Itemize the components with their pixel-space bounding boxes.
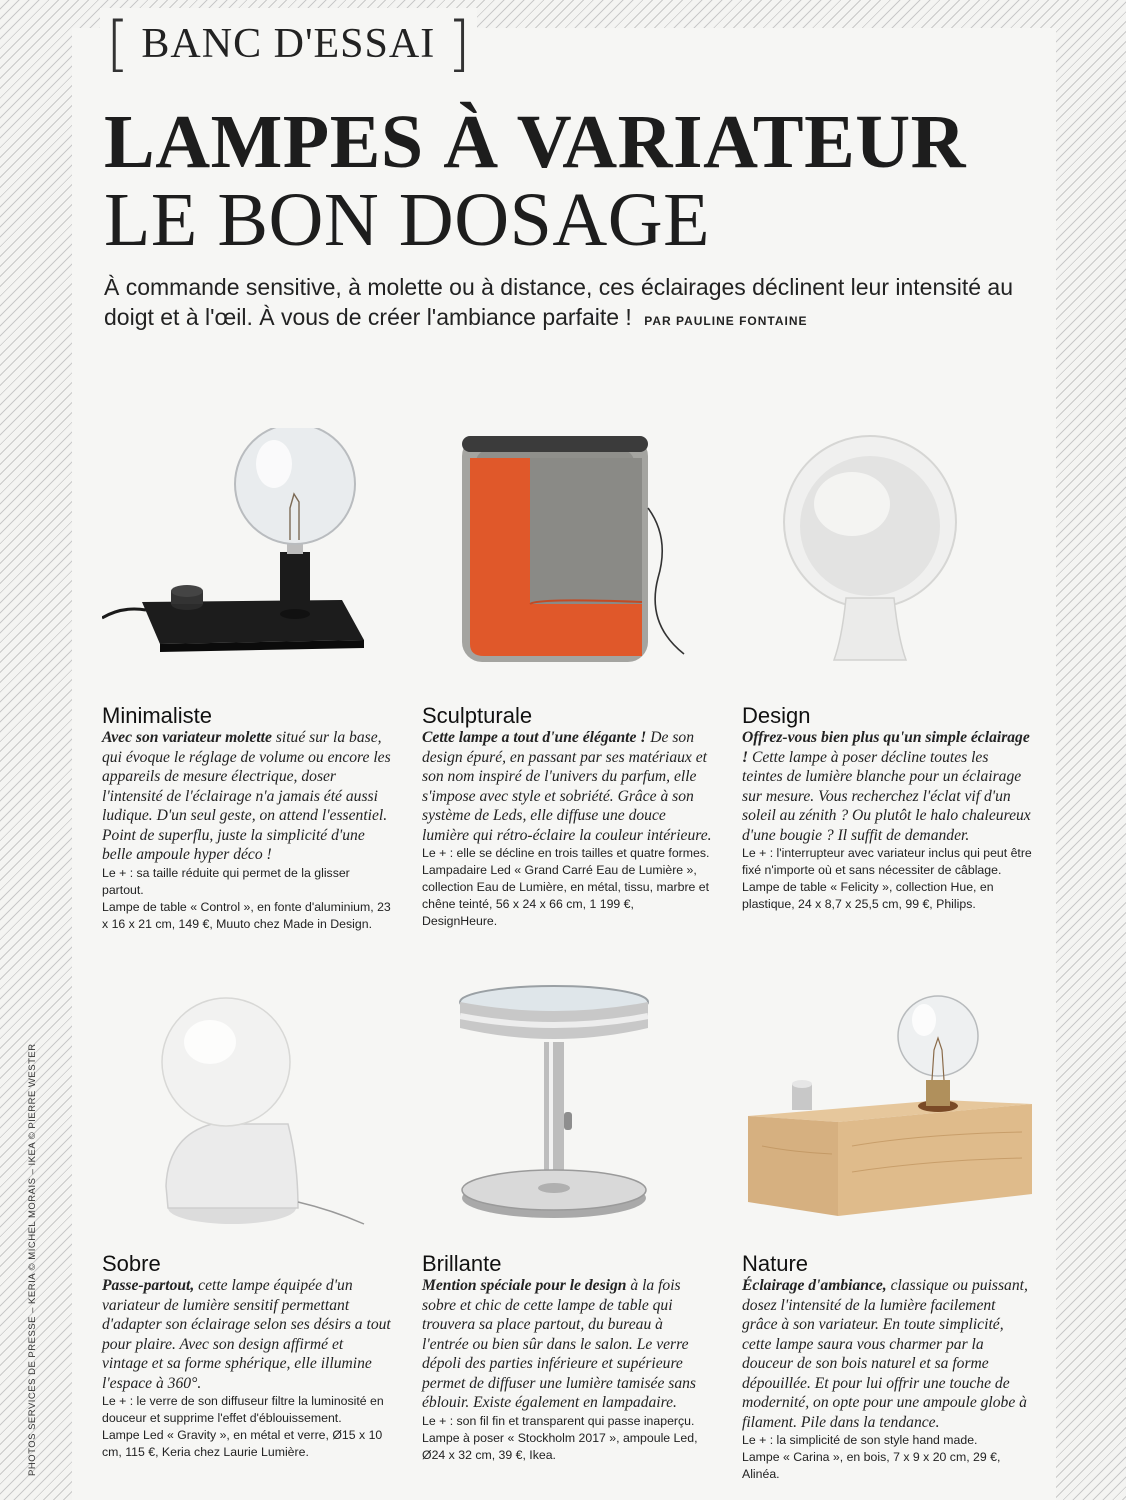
product-body: cette lampe équipée d'un variateur de lumière sensitif permettant d'adapter son éclairage selon ses désirs a tout pour plaire. Avec son design affirmé et vintage et sa forme sphérique, elle illumine l'espace à 360°. [102, 1277, 391, 1392]
product-description [422, 1276, 712, 1413]
product-info: Lampe de table « Control », en fonte d'aluminium, 23 x 16 x 21 cm, 149 €, Muuto chez Made in Design. [102, 899, 391, 931]
headline-line-1: LAMPES À VARIATEUR [104, 100, 967, 184]
product-info: Lampe de table « Felicity », collection Hue, en plastique, 24 x 8,7 x 25,5 cm, 99 €, Philips. [742, 880, 994, 911]
lamp-stockholm-photo [422, 976, 722, 1248]
product-text-sculpturale [422, 704, 712, 930]
product-text-brillante [422, 1252, 712, 1464]
product-plus: Le + : la simplicité de son style hand made. [742, 1433, 978, 1447]
bracket-left: [ [106, 9, 130, 79]
product-lead: Offrez-vous bien plus qu'un simple éclairage ! [742, 729, 1030, 766]
product-title: Design [742, 703, 811, 728]
lamp-gravity-photo [102, 976, 402, 1248]
kicker-text: BANC D'ESSAI [141, 21, 436, 67]
product-text-design [742, 704, 1032, 913]
product-text-nature [742, 1252, 1032, 1483]
byline: PAR PAULINE FONTAINE [644, 314, 808, 328]
product-lead: Passe-partout, [102, 1277, 195, 1294]
product-body: classique ou puissant, dosez l'intensité de la lumière facilement grâce à son variateur. En toute simplicité, cette lampe saura vous charmer par la douceur de son bois naturel et sa forme dépouillée. Et pour lui offrir une touche de modernité, on opte pour une ampoule globe à filament. Pile dans la tendance. [742, 1277, 1028, 1431]
product-description [422, 728, 712, 845]
product-description [102, 1276, 392, 1393]
product-body: De son design épuré, en passant par ses matériaux et son nom inspiré de l'univers du parfum, elle s'impose avec style et sobriété. Grâce à son système de Leds, elle diffuse une douce lumière qui rétro-éclaire la couleur intérieure. [422, 729, 712, 844]
product-info: Lampadaire Led « Grand Carré Eau de Lumière », collection Eau de Lumière, en métal, tissu, marbre et chêne teinté, 56 x 24 x 66 cm, 1 199 €, DesignHeure. [422, 863, 710, 928]
product-info: Lampe « Carina », en bois, 7 x 9 x 20 cm, 29 €, Alinéa. [742, 1450, 1001, 1481]
product-description [102, 728, 392, 865]
product-plus: Le + : le verre de son diffuseur filtre la luminosité en douceur et supprime l'effet d'éblouissement. [102, 1394, 384, 1425]
product-plus: Le + : elle se décline en trois tailles et quatre formes. [422, 846, 710, 860]
product-text-minimaliste [102, 704, 392, 933]
product-title: Minimaliste [102, 703, 213, 728]
product-lead: Cette lampe a tout d'une élégante ! [422, 729, 647, 746]
bracket-right: ] [447, 9, 471, 79]
intro-text: À commande sensitive, à molette ou à distance, ces éclairages déclinent leur intensité au doigt et à l'œil. À vous de créer l'ambiance parfaite ! [104, 274, 1014, 330]
product-title: Brillante [422, 1251, 502, 1276]
product-text-sobre [102, 1252, 392, 1461]
product-lead: Mention spéciale pour le design [422, 1277, 627, 1294]
headline-line-2: LE BON DOSAGE [104, 178, 711, 262]
photo-credits: PHOTOS SERVICES DE PRESSE – KERIA © MICHEL MORAIS – IKEA © PIERRE WESTER [27, 1043, 38, 1476]
product-title: Sobre [102, 1251, 161, 1276]
product-title: Sculpturale [422, 703, 533, 728]
product-description [742, 728, 1032, 845]
product-body: Cette lampe à poser décline toutes les teintes de lumière blanche pour un éclairage sur mesure. Vous recherchez l'éclat vif d'un soleil au zénith ? Ou plutôt le halo chaleureux d'une bougie ? Il suffit de demander. [742, 748, 1031, 844]
product-lead: Éclairage d'ambiance, [742, 1277, 887, 1294]
product-plus: Le + : sa taille réduite qui permet de la glisser partout. [102, 865, 350, 897]
product-info: Lampe Led « Gravity », en métal et verre, Ø15 x 10 cm, 115 €, Keria chez Laurie Lumière. [102, 1428, 383, 1459]
intro-paragraph [104, 272, 1044, 336]
product-plus: Le + : son fil fin et transparent qui passe inaperçu. [422, 1413, 695, 1428]
product-body: à la fois sobre et chic de cette lampe de table qui trouvera sa place partout, du bureau à l'entrée ou bien sûr dans le salon. Le verre dépoli des parties inférieure et supérieure permet de diffuser une lumière tamisée sans éblouir. Existe également en lampadaire. [422, 1277, 696, 1411]
article-page [72, 9, 1056, 1500]
product-plus: Le + : l'interrupteur avec variateur inclus qui peut être fixé n'importe où et sans nécessiter de câblage. [742, 846, 1032, 877]
product-title: Nature [742, 1251, 809, 1276]
product-lead: Avec son variateur molette [102, 729, 272, 746]
lamp-control-photo [102, 428, 402, 696]
lamp-carina-photo [742, 976, 1042, 1248]
product-info: Lampe à poser « Stockholm 2017 », ampoule Led, Ø24 x 32 cm, 39 €, Ikea. [422, 1430, 698, 1462]
section-kicker [100, 8, 477, 80]
lamp-felicity-photo [742, 428, 1042, 696]
lamp-grand-carre-photo [422, 428, 722, 696]
product-body: situé sur la base, qui évoque le réglage de volume ou encore les appareils de mesure électrique, doser l'intensité de l'éclairage n'a jamais été aussi ludique. D'un seul geste, on attend l'essentiel. Point de superflu, juste la simplicité d'une belle ampoule hyper déco ! [102, 729, 391, 863]
product-description [742, 1276, 1032, 1432]
